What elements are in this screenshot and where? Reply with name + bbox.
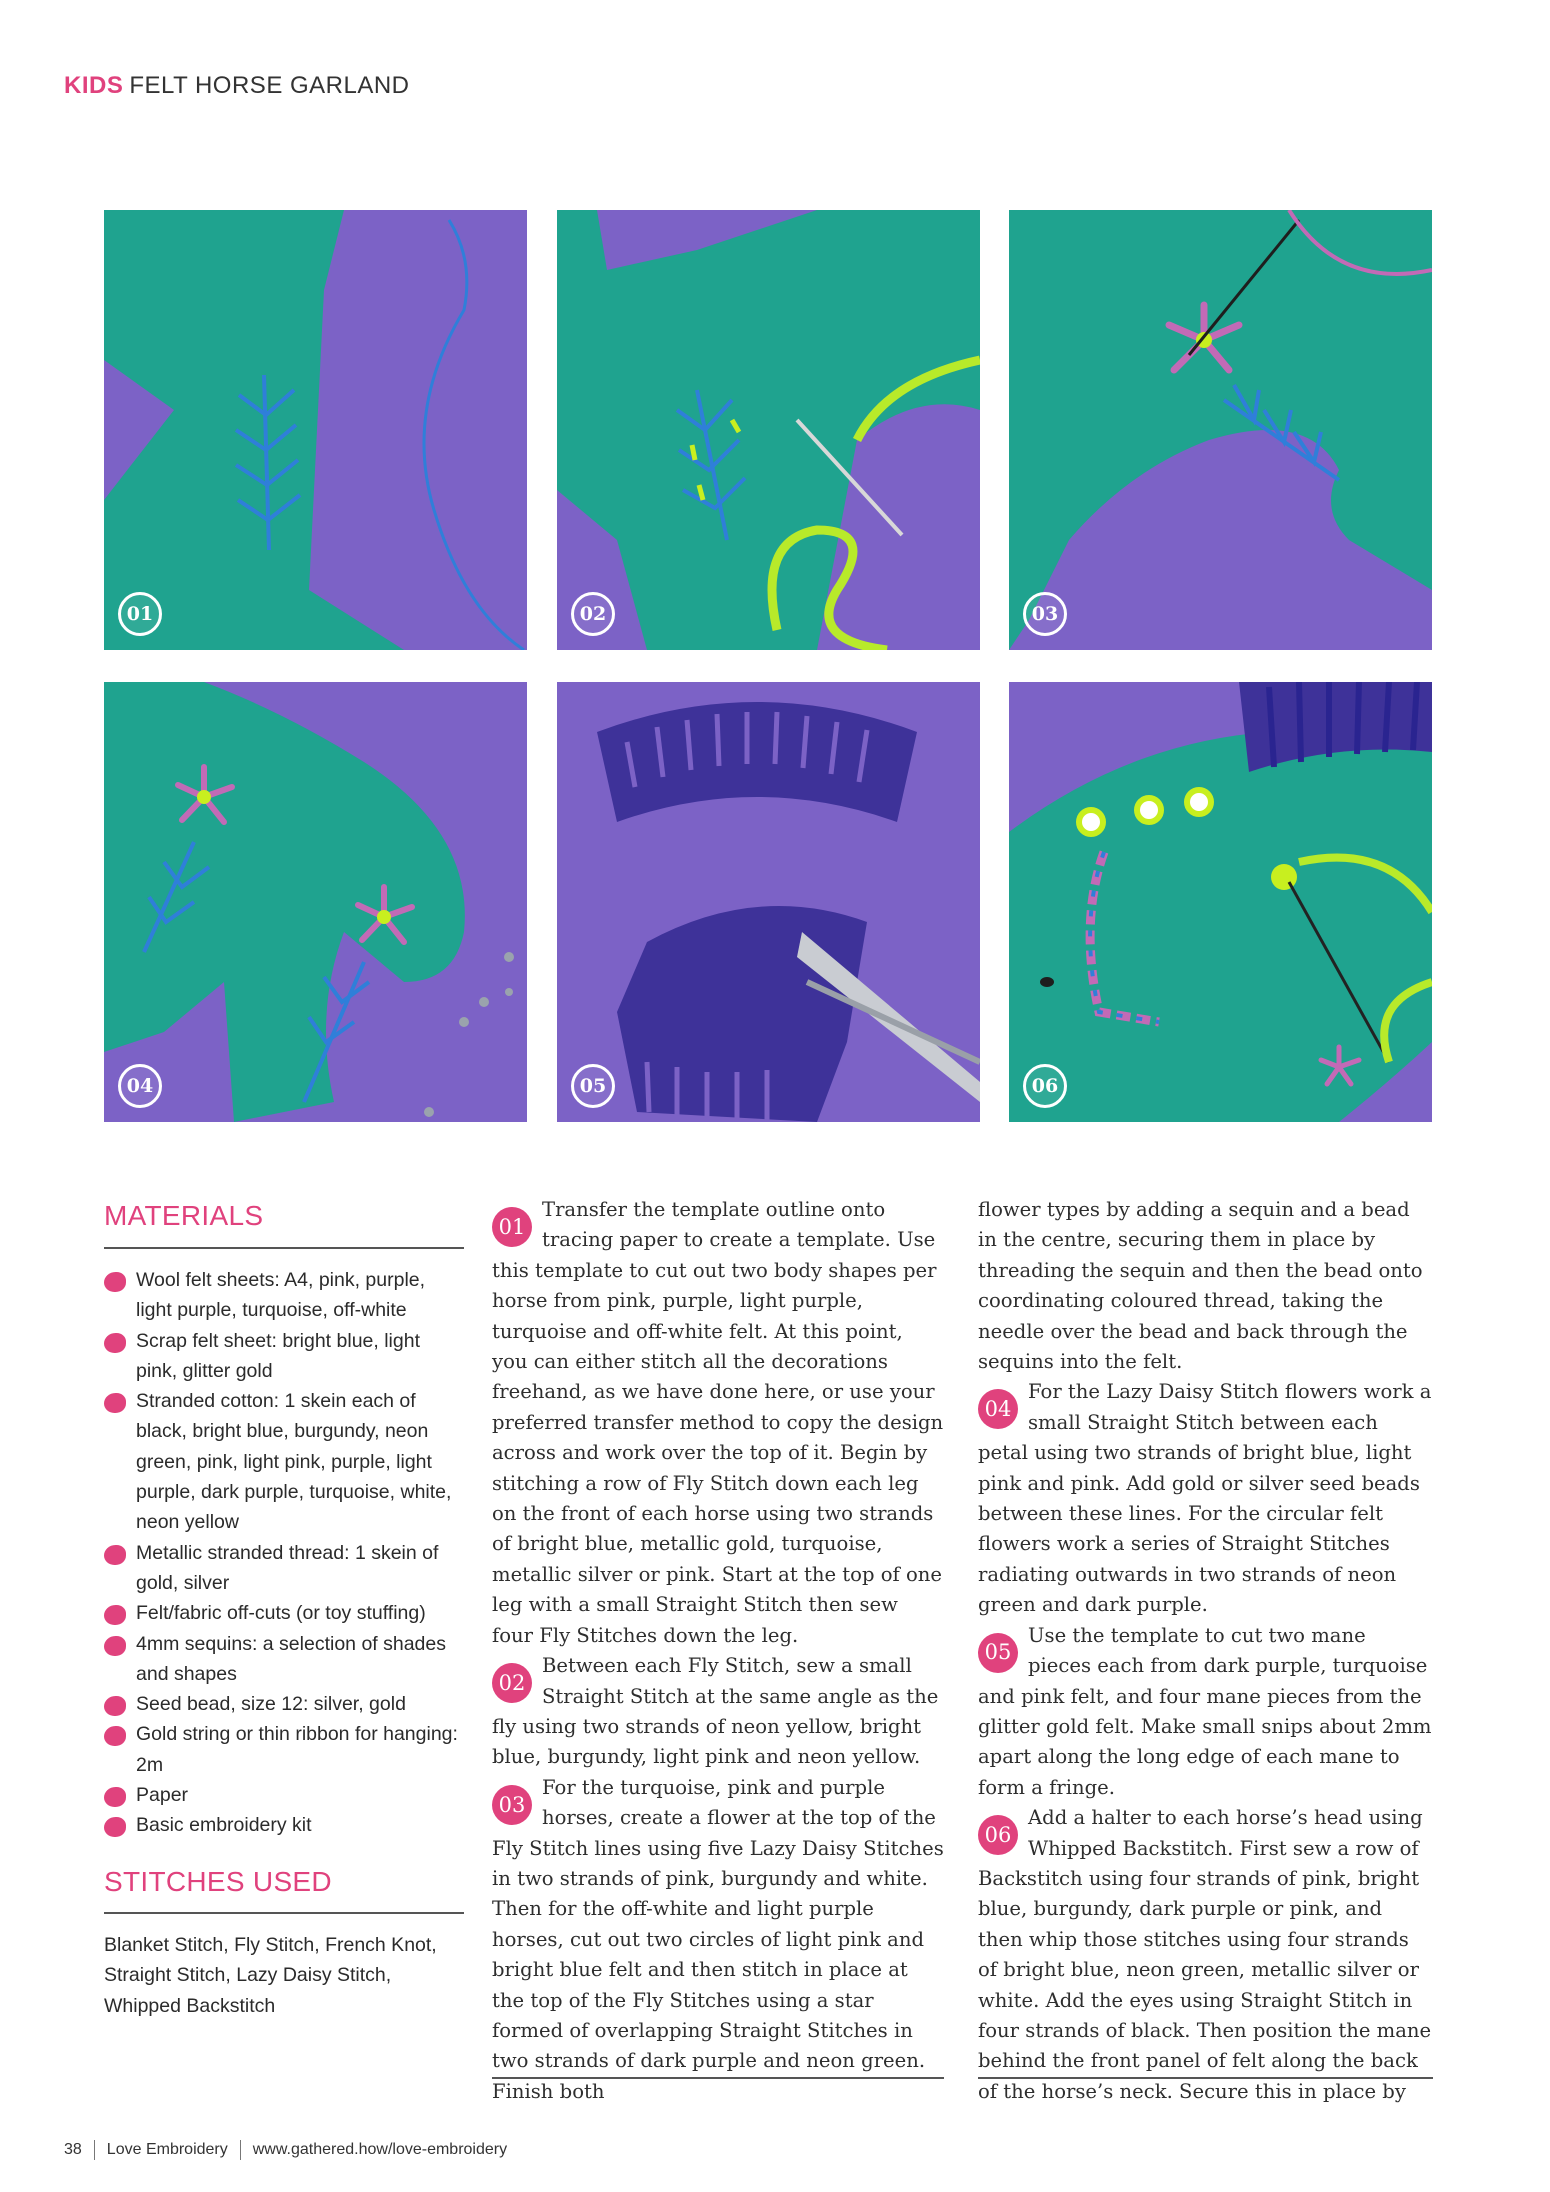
step-badge: 03 xyxy=(1023,592,1067,636)
step-paragraph-05: 05 Use the template to cut two mane pieces each from dark purple, turquoise and pink felt, and four mane pieces from the glitter gold felt. Make small snips about 2mm apart along the long edge of each mane to form a fringe. xyxy=(978,1623,1432,1799)
step-photo-03 xyxy=(1009,210,1432,650)
list-item: Stranded cotton: 1 skein each of black, bright blue, burgundy, neon green, pink, light pink, purple, light purple, dark purple, turquoise, white, neon yellow xyxy=(104,1386,464,1537)
step-badge: 06 xyxy=(1023,1064,1067,1108)
list-item: Felt/fabric off-cuts (or toy stuffing) xyxy=(104,1598,464,1628)
step-paragraph-03-cont: flower types by adding a sequin and a bead in the centre, securing them in place by threading the sequin and then the bead onto coordinating coloured thread, taking the needle over the bead and back through the sequins into the felt. xyxy=(978,1198,1423,1374)
step-paragraph-06: 06 Add a halter to each horse’s head using Whipped Backstitch. First sew a row of Backstitch using four strands of pink, bright blue, burgundy, dark purple or pink, and then whip those stitches using four strands of bright blue, neon green, metallic silver or white. Add the eyes using Straight Stitch in four strands of black. Then position the mane behind the front panel of felt along the back of the horse’s neck. Secure this in place by xyxy=(978,1806,1432,2103)
header-kicker: KIDS xyxy=(64,72,124,99)
step-photo-02 xyxy=(557,210,980,650)
column-rule xyxy=(978,2077,1433,2079)
step-photo-06 xyxy=(1009,682,1432,1122)
step-number-badge: 06 xyxy=(978,1815,1018,1855)
stitches-heading: STITCHES USED xyxy=(104,1866,332,1897)
instructions-column-2 xyxy=(978,1195,1433,2107)
step-paragraph-01: 01 Transfer the template outline onto tracing paper to create a template. Use this template to cut out two body shapes per horse from pink, purple, light purple, turquoise and off-white felt. At this point, you can either stitch all the decorations freehand, as we have done here, or use your preferred transfer method to copy the design across and work over the top of it. Begin by stitching a row of Fly Stitch down each leg on the front of each horse using two strands of bright blue, metallic gold, turquoise, metallic silver or pink. Start at the top of one leg with a small Straight Stitch then sew four Fly Stitches down the leg. xyxy=(492,1198,944,1647)
step-paragraph-02: 02 Between each Fly Stitch, sew a small Straight Stitch at the same angle as the fly using two strands of neon yellow, bright blue, burgundy, light pink and neon yellow. xyxy=(492,1654,939,1769)
page-number: 38 xyxy=(64,2141,82,2159)
bullet-icon xyxy=(104,1605,126,1625)
instructions-column-1 xyxy=(492,1195,944,2107)
step-paragraph-03: 03 For the turquoise, pink and purple horses, create a flower at the top of the Fly Stitch lines using five Lazy Daisy Stitches in two strands of pink, burgundy and white. Then for the off-white and light purple horses, cut out two circles of light pink and bright blue felt and then stitch in place at the top of the Fly Stitches using a star formed of overlapping Straight Stitches in two strands of dark purple and neon green. Finish both xyxy=(492,1775,944,2103)
footer-divider xyxy=(94,2140,95,2160)
step-number-badge: 02 xyxy=(492,1663,532,1703)
step-number-badge: 01 xyxy=(492,1207,532,1247)
step-photo-04 xyxy=(104,682,527,1122)
step-paragraph-04: 04 For the Lazy Daisy Stitch flowers work a small Straight Stitch between each petal using two strands of bright blue, light pink and pink. Add gold or silver seed beads between these lines. For the circular felt flowers work a series of Straight Stitches radiating outwards in two strands of neon green and dark purple. xyxy=(978,1380,1432,1617)
step-photo-05 xyxy=(557,682,980,1122)
bullet-icon xyxy=(104,1333,126,1353)
bullet-icon xyxy=(104,1726,126,1746)
column-rule xyxy=(492,2077,944,2079)
step-badge: 01 xyxy=(118,592,162,636)
list-item: Metallic stranded thread: 1 skein of gold, silver xyxy=(104,1538,464,1599)
bullet-icon xyxy=(104,1787,126,1807)
step-number-badge: 04 xyxy=(978,1389,1018,1429)
step-photo-01 xyxy=(104,210,527,650)
website-link[interactable]: www.gathered.how/love-embroidery xyxy=(252,2141,508,2159)
page-footer xyxy=(64,2140,507,2160)
list-item: 4mm sequins: a selection of shades and shapes xyxy=(104,1629,464,1690)
bullet-icon xyxy=(104,1393,126,1413)
materials-rule xyxy=(104,1247,464,1249)
stitches-rule xyxy=(104,1912,464,1914)
bullet-icon xyxy=(104,1272,126,1292)
list-item: Seed bead, size 12: silver, gold xyxy=(104,1689,464,1719)
footer-divider xyxy=(240,2140,241,2160)
list-item: Wool felt sheets: A4, pink, purple, light purple, turquoise, off-white xyxy=(104,1265,464,1326)
step-badge: 04 xyxy=(118,1064,162,1108)
materials-heading: MATERIALS xyxy=(104,1200,264,1231)
stitches-list: Blanket Stitch, Fly Stitch, French Knot, Straight Stitch, Lazy Daisy Stitch, Whipped Backstitch xyxy=(104,1934,437,2017)
step-number-badge: 03 xyxy=(492,1785,532,1825)
bullet-icon xyxy=(104,1696,126,1716)
bullet-icon xyxy=(104,1636,126,1656)
step-badge: 05 xyxy=(571,1064,615,1108)
list-item: Paper xyxy=(104,1780,464,1810)
bullet-icon xyxy=(104,1817,126,1837)
step-badge: 02 xyxy=(571,592,615,636)
step-number-badge: 05 xyxy=(978,1633,1018,1673)
bullet-icon xyxy=(104,1545,126,1565)
magazine-name: Love Embroidery xyxy=(106,2141,228,2159)
list-item: Gold string or thin ribbon for hanging: 2m xyxy=(104,1719,464,1780)
list-item: Basic embroidery kit xyxy=(104,1810,464,1840)
list-item: Scrap felt sheet: bright blue, light pink, glitter gold xyxy=(104,1326,464,1387)
materials-list xyxy=(104,1265,464,1841)
header-title: FELT HORSE GARLAND xyxy=(129,72,410,99)
page-header xyxy=(64,72,410,100)
